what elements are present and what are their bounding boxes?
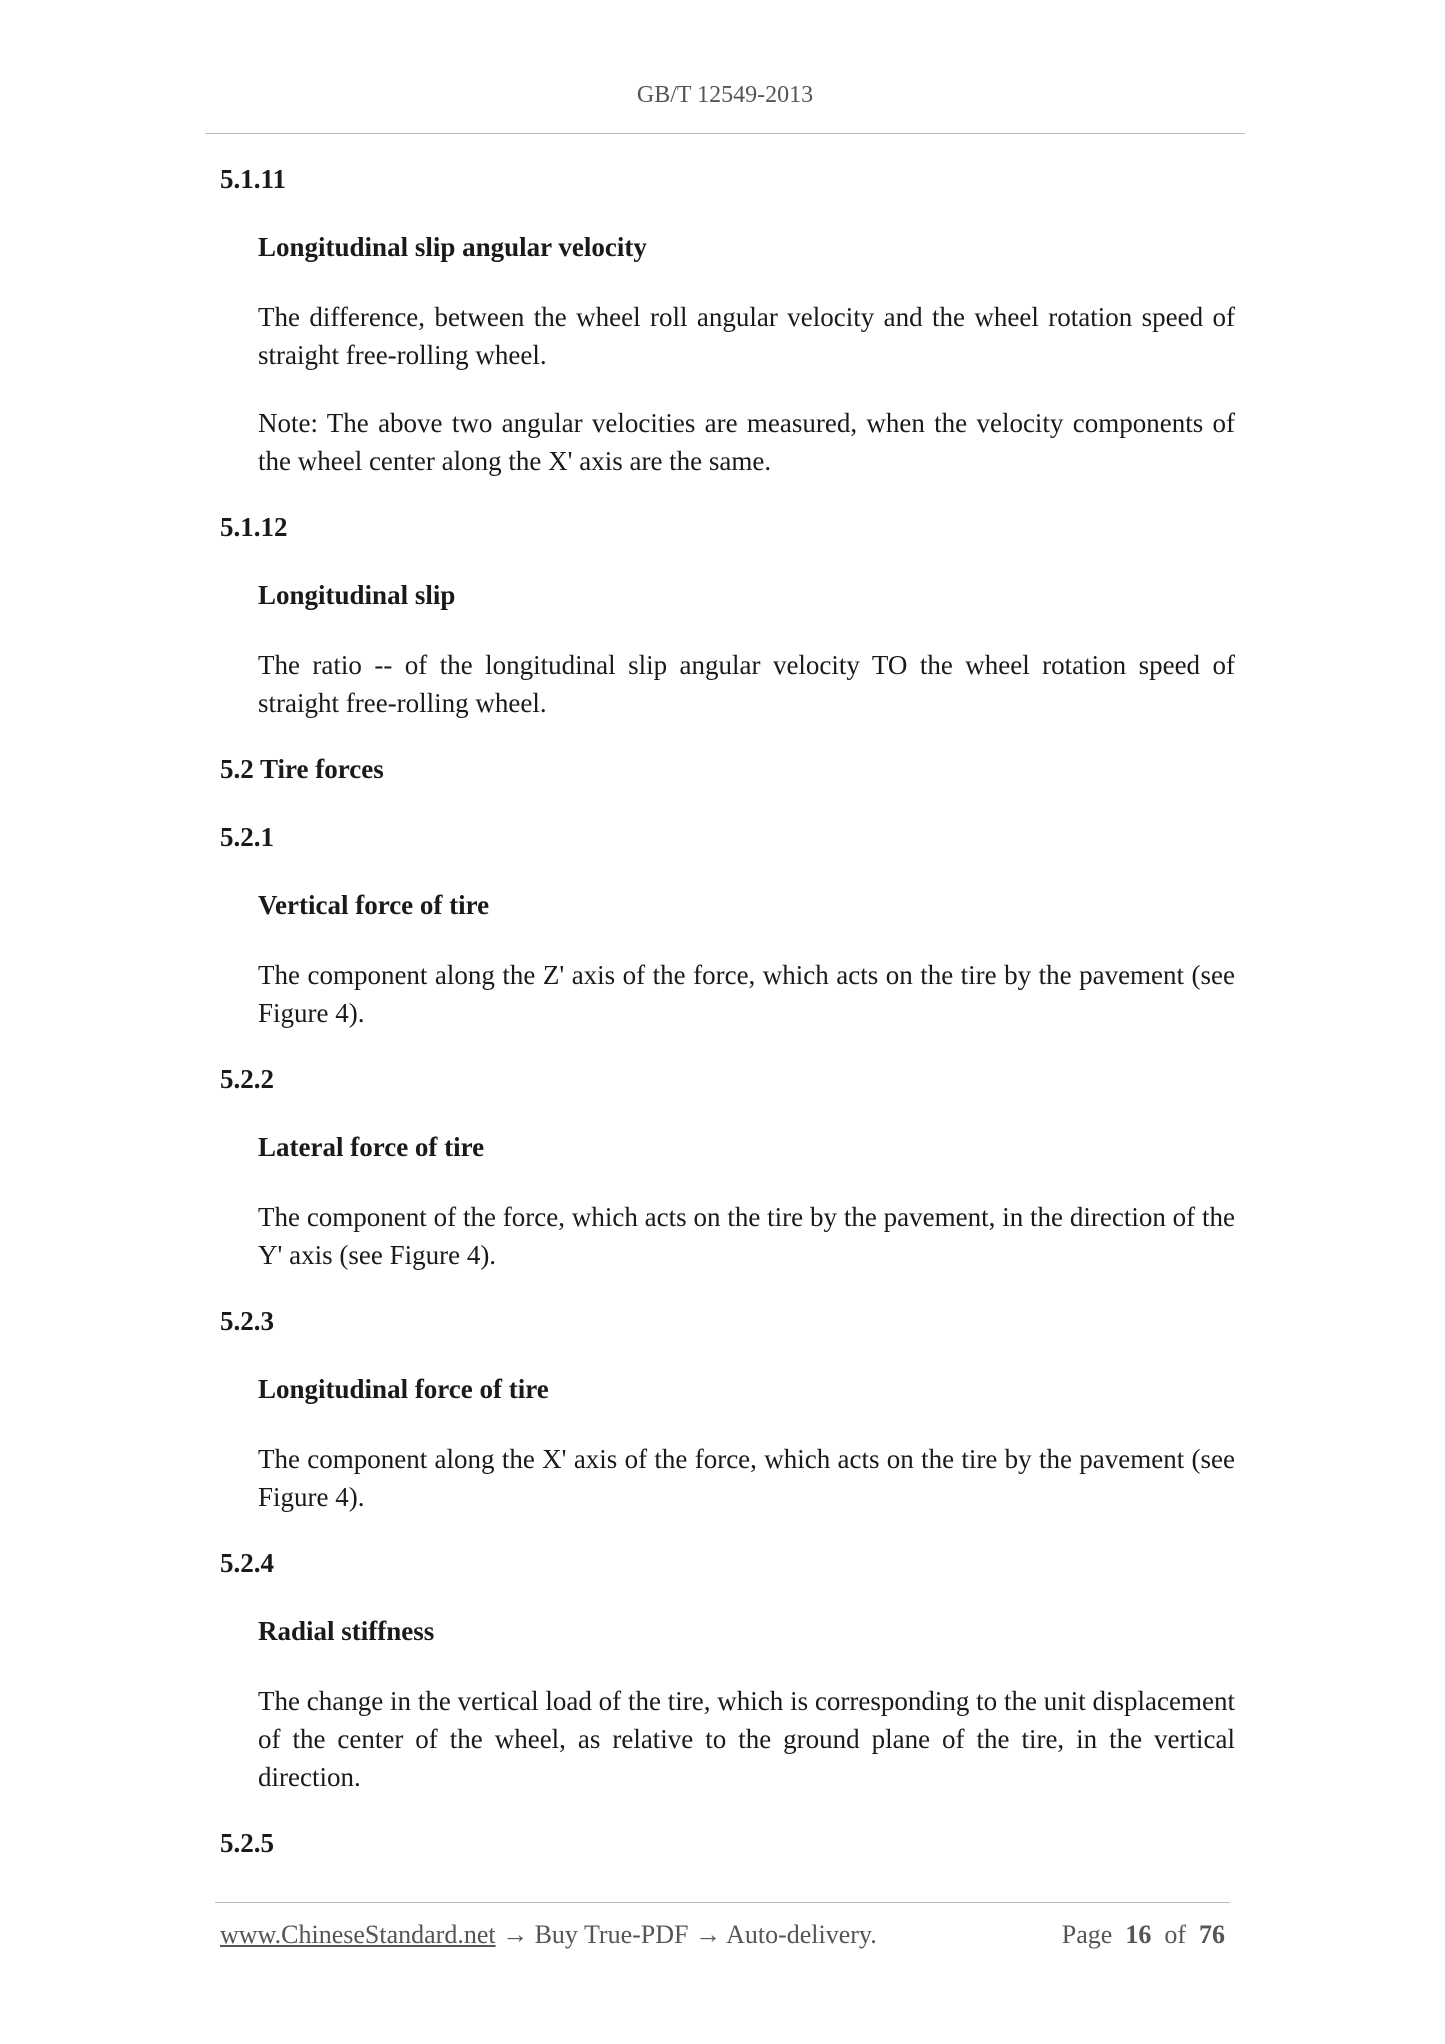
of-label: of — [1164, 1920, 1186, 1949]
footer-divider — [215, 1902, 1230, 1903]
section-number: 5.2.4 — [220, 1548, 274, 1578]
section-number: 5.2.3 — [220, 1306, 274, 1336]
document-header: GB/T 12549-2013 — [636, 82, 814, 108]
definition-paragraph: The component along the Z' axis of the force, which acts on the tire by the pavement (see Figure 4). — [258, 960, 1235, 1028]
note-paragraph: Note: The above two angular velocities are measured, when the velocity components of the wheel center along the X' axis are the same. — [258, 408, 1235, 476]
definition-paragraph: The component of the force, which acts on the tire by the pavement, in the direction of the Y' axis (see Figure 4). — [258, 1202, 1235, 1270]
definition-paragraph: The change in the vertical load of the tire, which is corresponding to the unit displacement of the center of the wheel, as relative to the ground plane of the tire, in the vertical direction. — [258, 1686, 1235, 1792]
arrow-right-icon: → — [695, 1920, 721, 1949]
definition-paragraph: The difference, between the wheel roll angular velocity and the wheel rotation speed of straight free-rolling wheel. — [258, 302, 1235, 370]
term-title: Lateral force of tire — [258, 1132, 485, 1162]
term-title: Radial stiffness — [258, 1616, 435, 1646]
section-number: 5.1.11 — [220, 164, 287, 194]
document-body — [220, 162, 1235, 1894]
page-label: Page — [1061, 1920, 1113, 1949]
definition-paragraph: The ratio -- of the longitudinal slip angular velocity TO the wheel rotation speed of straight free-rolling wheel. — [258, 650, 1235, 718]
term-title: Vertical force of tire — [258, 890, 490, 920]
footer-promo — [220, 1918, 877, 1952]
page-total: 76 — [1199, 1920, 1225, 1949]
term-title: Longitudinal force of tire — [258, 1374, 549, 1404]
section-number: 5.2.2 — [220, 1064, 274, 1094]
term-title: Longitudinal slip angular velocity — [258, 232, 647, 262]
definition-paragraph: The component along the X' axis of the force, which acts on the tire by the pavement (see Figure 4). — [258, 1444, 1235, 1512]
buy-pdf-text: Buy True-PDF — [534, 1920, 689, 1949]
section-number: 5.2.1 — [220, 822, 274, 852]
website-link[interactable]: www.ChineseStandard.net — [220, 1920, 496, 1949]
section-heading: 5.2 Tire forces — [220, 754, 384, 784]
header-divider — [205, 133, 1245, 134]
section-number: 5.2.5 — [220, 1828, 274, 1858]
term-title: Longitudinal slip — [258, 580, 456, 610]
arrow-right-icon: → — [502, 1920, 529, 1949]
page-number: 16 — [1125, 1920, 1152, 1949]
auto-delivery-text: Auto-delivery. — [726, 1920, 877, 1949]
page-indicator — [1062, 1918, 1225, 1952]
section-number: 5.1.12 — [220, 512, 288, 542]
